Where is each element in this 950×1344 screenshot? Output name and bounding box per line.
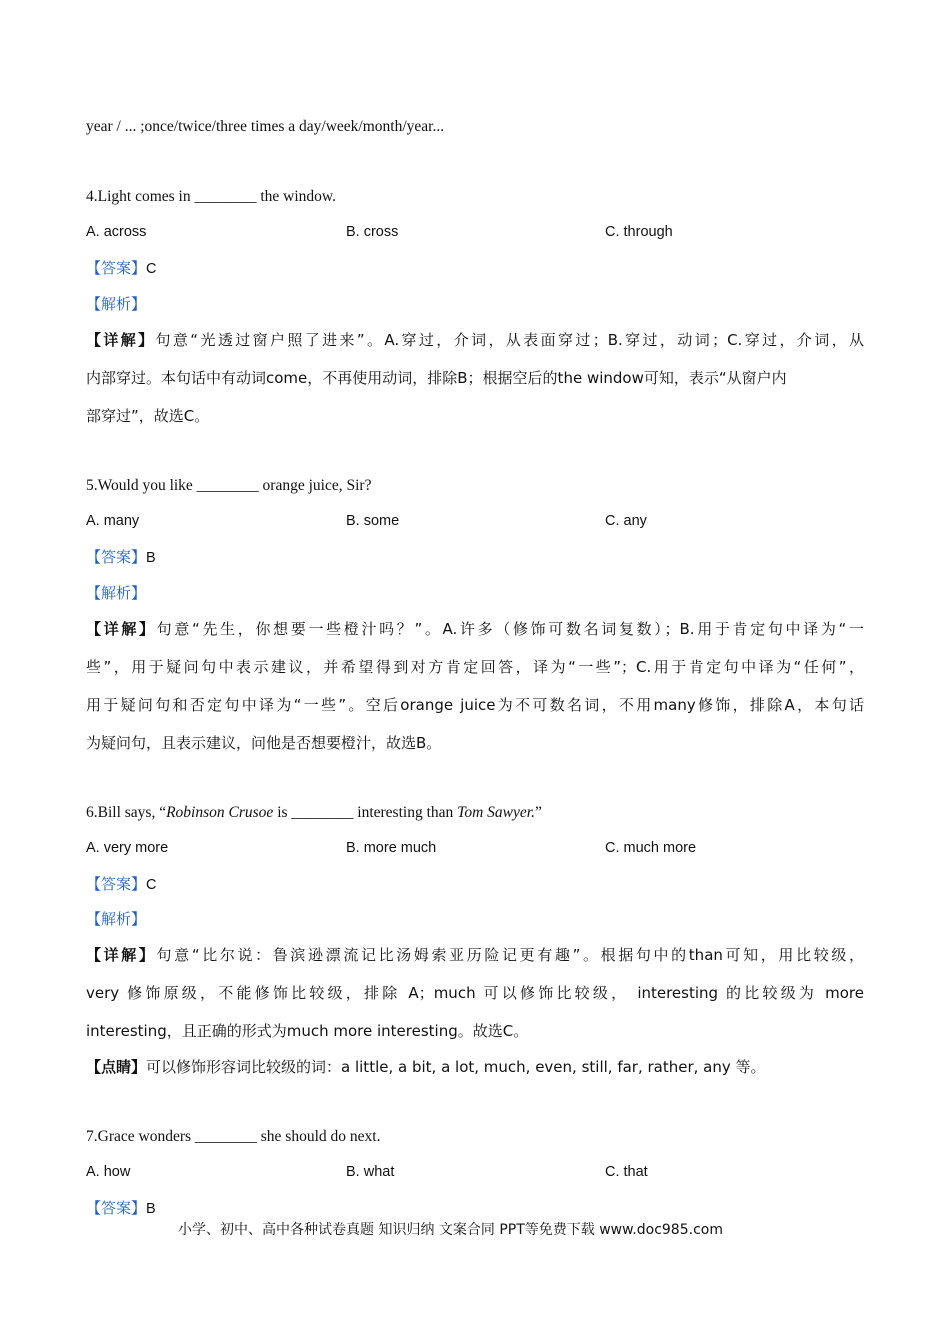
question-4-detail-line-3: 部穿过”，故选C。 <box>86 407 210 425</box>
question-6-answer <box>86 874 157 895</box>
question-6-analysis <box>86 909 146 930</box>
answer-value: B <box>146 1201 156 1217</box>
question-4-stem: 4.Light comes in ________ the window. <box>86 188 336 205</box>
page-footer: 小学、初中、高中各种试卷真题 知识归纳 文案合同 PPT等免费下载 www.doc985.com <box>178 1222 723 1238</box>
question-6-tip <box>86 1057 766 1077</box>
detail-label: 【详解】 <box>86 946 157 964</box>
question-6-detail-line-1 <box>86 945 864 965</box>
question-5-stem: 5.Would you like ________ orange juice, Sir? <box>86 477 372 494</box>
answer-label: 【答案】 <box>86 548 147 566</box>
question-6-stem <box>86 803 542 823</box>
question-5-option-a: A. many <box>86 513 140 529</box>
tip-label: 【点睛】 <box>86 1058 147 1076</box>
answer-value: C <box>146 877 157 893</box>
detail-label: 【详解】 <box>86 331 156 349</box>
question-5-detail-line-3: 用于疑问句和否定句中译为“一些”。空后orange juice为不可数名词，不用many修饰，排除A，本句话 <box>86 696 864 714</box>
detail-label: 【详解】 <box>86 620 157 638</box>
book-title: Tom Sawyer. <box>457 804 535 821</box>
question-4-option-b: B. cross <box>346 224 399 240</box>
question-5-answer <box>86 547 156 568</box>
question-5-detail-line-4: 为疑问句，且表示建议，问他是否想要橙汁，故选B。 <box>86 734 442 752</box>
question-5-option-b: B. some <box>346 513 400 529</box>
question-7-option-a: A. how <box>86 1164 131 1180</box>
question-4-analysis <box>86 294 146 315</box>
detail-text: 句意“比尔说：鲁滨逊漂流记比汤姆索亚历险记更有趣”。根据句中的than可知，用比较级， <box>156 946 864 964</box>
detail-text: 句意“光透过窗户照了进来”。A.穿过，介词，从表面穿过；B.穿过，动词；C.穿过，介词，从 <box>155 331 864 349</box>
intro-line: year / ... ;once/twice/three times a day/week/month/year... <box>86 118 445 135</box>
answer-label: 【答案】 <box>86 259 147 277</box>
question-6-option-c: C. much more <box>605 840 697 856</box>
question-4-detail-line-1 <box>86 330 864 350</box>
stem-part: 6.Bill says, “ <box>86 804 167 821</box>
detail-text: 句意“先生，你想要一些橙汁吗？”。A.许多（修饰可数名词复数）；B.用于肯定句中译为“一 <box>156 620 864 638</box>
question-4-option-a: A. across <box>86 224 147 240</box>
question-4-option-c: C. through <box>605 224 673 240</box>
question-6-detail-line-2: very 修饰原级，不能修饰比较级，排除 A；much 可以修饰比较级， interesting 的比较级为 more <box>86 984 864 1002</box>
analysis-label: 【解析】 <box>86 295 147 313</box>
analysis-label: 【解析】 <box>86 584 147 602</box>
question-5-detail-line-2: 些”，用于疑问句中表示建议，并希望得到对方肯定回答，译为“一些”；C.用于肯定句中译为“任何”， <box>86 658 864 676</box>
answer-value: B <box>146 550 156 566</box>
question-6-option-a: A. very more <box>86 840 169 856</box>
question-6-detail-line-3: interesting，且正确的形式为much more interesting。故选C。 <box>86 1022 529 1040</box>
question-5-analysis <box>86 583 146 604</box>
question-7-option-c: C. that <box>605 1164 648 1180</box>
question-7-stem: 7.Grace wonders ________ she should do next. <box>86 1128 381 1145</box>
question-4-detail-line-2: 内部穿过。本句话中有动词come，不再使用动词，排除B；根据空后的the window可知，表示“从窗户内 <box>86 369 787 387</box>
stem-part: ” <box>534 804 542 821</box>
question-7-answer <box>86 1198 156 1219</box>
question-5-detail-line-1 <box>86 619 864 639</box>
stem-part: is ________ interesting than <box>273 804 458 821</box>
book-title: Robinson Crusoe <box>166 804 274 821</box>
question-7-option-b: B. what <box>346 1164 395 1180</box>
answer-label: 【答案】 <box>86 875 147 893</box>
question-4-answer <box>86 258 157 279</box>
tip-text: 可以修饰形容词比较级的词：a little, a bit, a lot, much, even, still, far, rather, any 等。 <box>146 1058 766 1076</box>
answer-label: 【答案】 <box>86 1199 147 1217</box>
question-5-option-c: C. any <box>605 513 647 529</box>
analysis-label: 【解析】 <box>86 910 147 928</box>
answer-value: C <box>146 261 157 277</box>
question-6-option-b: B. more much <box>346 840 437 856</box>
